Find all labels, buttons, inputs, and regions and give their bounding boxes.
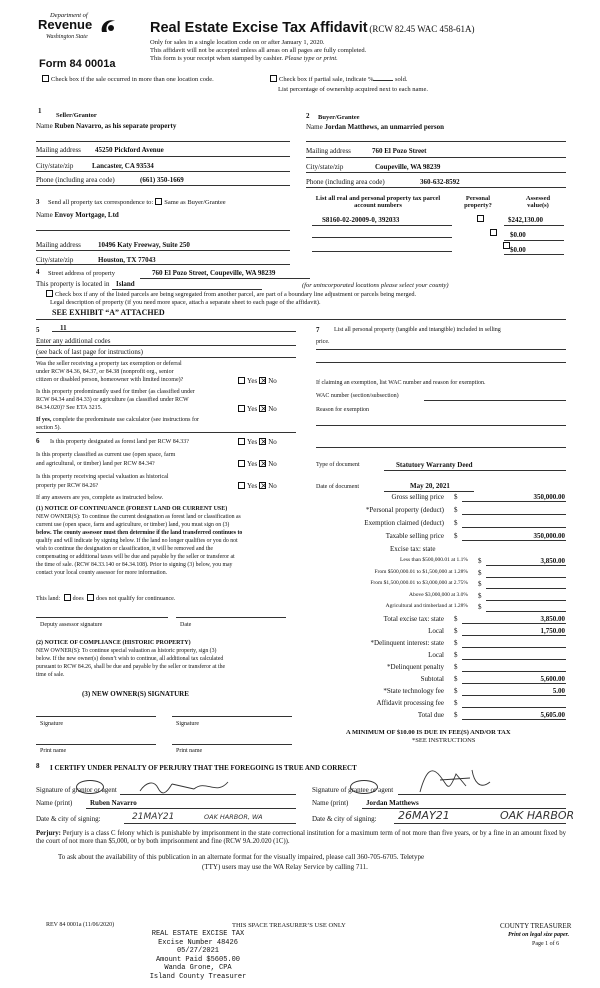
s6-n2-heading: (2) NOTICE OF COMPLIANCE (HISTORIC PROPERTY) (36, 640, 191, 646)
grantee-date[interactable]: 26MAY21 (398, 809, 450, 822)
corr-name-label: Name (36, 211, 53, 219)
seg-check[interactable] (44, 290, 416, 298)
space-note: THIS SPACE TREASURER’S USE ONLY (232, 922, 346, 929)
procfee-cur: $ (454, 699, 458, 707)
corr-city-label: City/state/zip (36, 256, 74, 264)
tier4-cur: $ (478, 592, 482, 600)
s5-q2a: Is this property predominantly used for timber (as classified under (36, 389, 195, 395)
del-state-label: *Delinquent interest: state (370, 639, 444, 647)
dor-logo (38, 12, 120, 54)
buyer-addr-label: Mailing address (306, 147, 351, 155)
s6-q1-no: No (268, 438, 277, 446)
s6-q2-no: No (268, 460, 277, 468)
tier5-cur: $ (478, 603, 482, 611)
s5-q2-yesno[interactable] (236, 405, 277, 413)
minimum-note: A MINIMUM OF $10.00 IS DUE IN FEE(S) AND/OR TAX (346, 729, 511, 736)
s6-n2-line: time of sale. (36, 672, 65, 678)
seller-name (36, 122, 176, 130)
title-ref: (RCW 82.45 WAC 458-61A) (369, 24, 475, 34)
corr-text (48, 198, 226, 206)
grantor-date[interactable]: 21MAY21 (132, 812, 175, 822)
techfee-label: *State technology fee (383, 687, 444, 695)
s6-n2-line: below. If the new owner(s) doesn’t wish to continue, all additional tax calculated (36, 656, 224, 662)
s6-n1-line: wish to continue the designation or classification, it will be removed and the (36, 546, 213, 552)
s5-q2-no: No (268, 405, 277, 413)
s7-num: 7 (316, 326, 320, 334)
personal-checkbox-1[interactable] (477, 215, 484, 222)
local-value[interactable]: 1,750.00 (540, 627, 565, 635)
does-label: does (72, 596, 84, 602)
s5-q2-no-checkbox[interactable] (259, 405, 266, 412)
s7-exempt: If claiming an exemption, list WAC number and reason for exemption. (316, 380, 486, 386)
s6-ifany: If any answers are yes, complete as instructed below. (36, 495, 164, 501)
s6-n1-line: qualify and will indicate by signing below. If the land no longer qualifies or you do not (36, 538, 238, 544)
assessed-value-1[interactable]: $242,130.00 (508, 216, 543, 224)
s5-ifyes3: section 5). (36, 425, 61, 431)
thisland-label: This land: (36, 596, 61, 602)
prop-located: This property is located in (36, 280, 110, 288)
total-state-label: Total excise tax: state (383, 615, 444, 623)
s6-q1-no-checkbox[interactable] (259, 438, 266, 445)
taxable-cur: $ (454, 532, 458, 540)
buyer-city[interactable]: Coupeville, WA 98239 (375, 163, 441, 171)
segregated-label: Check box if any of the listed parcels are being segregated from another parcel, are part of a boundary line adjustment or parcels being merged. (55, 291, 417, 298)
buyer-heading: Buyer/Grantee (318, 114, 360, 121)
alt-format-2: (TTY) users may use the WA Relay Service by calling 711. (202, 863, 368, 871)
tier3-label: From $1,500,000.01 to $3,000,000 at 2.75% (370, 580, 468, 586)
s6-q3-no-checkbox[interactable] (259, 482, 266, 489)
s6-q2-no-checkbox[interactable] (259, 460, 266, 467)
del-local-label: Local (428, 651, 444, 659)
tier1-value[interactable]: 3,850.00 (540, 557, 565, 565)
partial-sale-label: Check box if partial sale, indicate % (279, 76, 374, 83)
buyer-name-value[interactable]: Jordan Matthews, an unmarried person (324, 123, 445, 131)
deputy-sig-label: Deputy assessor signature (40, 622, 103, 628)
tier2-label: From $500,000.01 to $1,500,000 at 1.28% (374, 569, 468, 575)
s6-q2-yesno[interactable] (236, 460, 277, 468)
seller-name-value[interactable]: Ruben Navarro, as his separate property (54, 122, 177, 130)
assessed-value-2[interactable]: $0.00 (510, 231, 526, 239)
grantee-city[interactable]: OAK HARBOR (500, 809, 575, 822)
seller-name-label: Name (36, 122, 53, 130)
new-owner-print2: Print name (176, 748, 203, 754)
s6-q3-yes: Yes (247, 482, 258, 490)
perjury-label: Perjury: (36, 830, 61, 837)
s6-n1-line: NEW OWNER(S): To continue the current designation as forest land or classification as (36, 514, 241, 520)
s6-num: 6 (36, 437, 40, 445)
title-main: Real Estate Excise Tax Affidavit (150, 20, 368, 36)
total-due-value[interactable]: 5,605.00 (540, 711, 565, 719)
doesnot-label: does not qualify for continuance. (96, 596, 176, 602)
corr-city[interactable]: Houston, TX 77043 (98, 256, 156, 264)
grantor-city[interactable]: OAK HARBOR, WA (204, 813, 263, 821)
total-due-cur: $ (454, 711, 458, 719)
techfee-cur: $ (454, 687, 458, 695)
s6-n1-line: below. The county assessor must then determine if the land transferred continues to (36, 530, 243, 536)
s5-ifyes-bold: If yes, (36, 417, 52, 423)
grantor-date-label: Date & city of signing: (36, 815, 101, 823)
taxable-value[interactable]: 350,000.00 (533, 532, 565, 540)
s5-q1-yesno[interactable] (236, 377, 277, 385)
corr-addr[interactable]: 10496 Katy Freeway, Suite 250 (98, 241, 190, 249)
local-cur: $ (454, 627, 458, 635)
subtotal-cur: $ (454, 675, 458, 683)
tier2-cur: $ (478, 569, 482, 577)
del-penalty-cur: $ (454, 663, 458, 671)
seller-city[interactable]: Lancaster, CA 93534 (92, 162, 154, 170)
buyer-name (306, 123, 444, 131)
s5-q1-yes-checkbox[interactable] (238, 377, 245, 384)
partial-sale-checkbox[interactable] (270, 75, 277, 82)
seller-phone[interactable]: (661) 350-1669 (140, 176, 184, 184)
stamp-line: REAL ESTATE EXCISE TAX (151, 930, 245, 938)
treasurer-stamp (118, 930, 278, 981)
s6-q1: Is this property designated as forest land per RCW 84.33? (50, 439, 189, 445)
stamp-line: Excise Number 48426 (158, 938, 238, 947)
legal-desc[interactable]: SEE EXHIBIT “A” ATTACHED (52, 308, 165, 317)
s7-reason: Reason for exemption (316, 407, 369, 413)
s6-q2-yes: Yes (247, 460, 258, 468)
s6-n1-line: compensating or additional taxes will be due and payable by the seller or transferor at (36, 554, 235, 560)
personal-checkbox-3[interactable] (503, 242, 510, 249)
s6-n1-line: contact your local county assessor for more information. (36, 570, 168, 576)
multi-location-checkbox[interactable] (42, 75, 49, 82)
prop-num: 4 (36, 268, 40, 276)
gross-cur: $ (454, 493, 458, 501)
total-state-value[interactable]: 3,850.00 (540, 615, 565, 623)
corr-name-value[interactable]: Envoy Mortgage, Ltd (54, 211, 119, 219)
s6-q3b: property per RCW 84.26? (36, 483, 99, 489)
segregated-checkbox[interactable] (46, 290, 53, 297)
s5-code[interactable]: 11 (60, 324, 67, 332)
taxable-label: Taxable selling price (385, 532, 444, 540)
see-instructions: *SEE INSTRUCTIONS (412, 737, 476, 744)
s6-n3-heading: (3) NEW OWNER(S) SIGNATURE (82, 690, 189, 698)
s6-n2-line: NEW OWNER(S): To continue special valuation as historic property, sign (3) (36, 648, 217, 654)
legal-desc-label: Legal description of property (if you need more space, attach a separate sheet to each page of the affidavit). (50, 299, 321, 306)
s6-q2-yes-checkbox[interactable] (238, 460, 245, 467)
perjury-text (36, 830, 566, 846)
same-as-buyer-label: Same as Buyer/Grantee (164, 199, 226, 206)
tier1-label: Less than $500,000.01 at 1.1% (400, 557, 468, 563)
subtotal-label: Subtotal (420, 675, 444, 683)
multi-location-label: Check box if the sale occurred in more than one location code. (51, 76, 214, 83)
gross-value[interactable]: 350,000.00 (533, 493, 565, 501)
buyer-phone-label: Phone (including area code) (306, 178, 385, 186)
doesnot-checkbox[interactable] (87, 594, 94, 601)
new-owner-print1: Print name (40, 748, 67, 754)
s8-num: 8 (36, 762, 40, 770)
grantee-date-label: Date & city of signing: (312, 815, 377, 823)
local-label: Local (428, 627, 444, 635)
prop-addr[interactable]: 760 El Pozo Street, Coupeville, WA 98239 (152, 269, 276, 277)
logo-revenue: Revenue (38, 17, 93, 32)
del-local-cur: $ (454, 651, 458, 659)
subtitle-2: This affidavit will not be accepted unless all areas on all pages are fully completed. (150, 47, 367, 54)
s6-q1-yes-checkbox[interactable] (238, 438, 245, 445)
s5-q1-yes: Yes (247, 377, 258, 385)
grantor-print-label: Name (print) (36, 799, 73, 807)
subtitle-3 (150, 55, 338, 62)
grantee-sig-label: Signature of grantee or agent (312, 786, 394, 794)
s6-n2-line: pursuant to RCW 84.26, shall be due and payable by the seller or transferor at the (36, 664, 226, 670)
exemption-cur: $ (454, 519, 458, 527)
corr-name (36, 211, 119, 219)
personal-label: *Personal property (deduct) (365, 506, 444, 514)
stamp-line: Wanda Grone, CPA (164, 964, 232, 972)
buyer-city-label: City/state/zip (306, 163, 344, 171)
s8-cert: I CERTIFY UNDER PENALTY OF PERJURY THAT THE FOREGOING IS TRUE AND CORRECT (50, 764, 357, 772)
s6-q3-yesno[interactable] (236, 482, 277, 490)
s7-text2: price. (316, 339, 330, 345)
prop-county[interactable]: Island (116, 280, 135, 288)
total-state-cur: $ (454, 615, 458, 623)
s5-q2-yes: Yes (247, 405, 258, 413)
s5-ifyes (36, 417, 199, 424)
doc-date[interactable]: May 20, 2021 (410, 482, 450, 490)
corr-text-label: Send all property tax correspondence to: (48, 199, 154, 206)
grantee-signature[interactable] (410, 764, 500, 798)
buyer-phone[interactable]: 360-632-8592 (420, 178, 460, 186)
seller-phone-label: Phone (including area code) (36, 176, 115, 184)
s6-q2b: and agricultural, or timber) land per RCW 84.34? (36, 461, 155, 467)
doc-type-label: Type of document (316, 462, 360, 468)
procfee-label: Affidavit processing fee (376, 699, 444, 707)
s6-n1-line: the time of sale. (RCW 84.33.140 or 84.34.108). Prior to signing (3) below, you may (36, 562, 233, 568)
s6-q2a: Is this property classified as current use (open space, farm (36, 452, 176, 458)
tier3-cur: $ (478, 580, 482, 588)
ownership-note: List percentage of ownership acquired next to each name. (278, 86, 428, 93)
grantee-circle (350, 780, 378, 794)
grantor-circle (76, 780, 104, 794)
partial-sold: sold. (395, 76, 408, 83)
rev-number: REV 84 0001a (11/06/2020) (46, 922, 115, 928)
s7-text1: List all personal property (tangible and intangible) included in selling (334, 327, 501, 333)
does-checkbox[interactable] (64, 594, 71, 601)
exemption-label: Exemption claimed (deduct) (364, 519, 444, 527)
s5-q1a: Was the seller receiving a property tax exemption or deferral (36, 361, 182, 367)
form-number: Form 84 0001a (39, 58, 116, 70)
doc-type[interactable]: Statutory Warranty Deed (396, 461, 473, 469)
deputy-date-label: Date (180, 622, 192, 628)
s6-q3-no: No (268, 482, 277, 490)
form-title (150, 20, 475, 37)
logo-dept-line: Department of (50, 12, 88, 19)
parcel-col-header: List all real and personal property tax parcel account numbers (315, 195, 441, 210)
s6-q3-yes-checkbox[interactable] (238, 482, 245, 489)
s5-q1-no: No (268, 377, 277, 385)
grantee-print-label: Name (print) (312, 799, 349, 807)
prop-uninc: (for unincorporated locations please select your county) (302, 282, 449, 289)
s7-wac: WAC number (section/subsection) (316, 393, 399, 399)
subtitle-3a: This form is your receipt when stamped by cashier. (150, 55, 284, 62)
page-number: Page 1 of 6 (532, 941, 560, 947)
personal-col-header: Personal property? (464, 195, 492, 210)
s5-q2b: RCW 84.34 and 84.33) or agriculture (as classified under RCW (36, 397, 189, 403)
corr-addr-label: Mailing address (36, 241, 81, 249)
legal-paper: Print on legal size paper. (508, 932, 570, 938)
assessed-col-header: Assessed value(s) (525, 195, 551, 210)
grantee-print[interactable]: Jordan Matthews (366, 799, 419, 807)
multi-location-check[interactable] (40, 75, 214, 83)
personal-checkbox-2[interactable] (490, 229, 497, 236)
doc-date-label: Date of document (316, 484, 359, 490)
gross-label: Gross selling price (391, 493, 444, 501)
grantor-sig-label: Signature of grantor or agent (36, 786, 117, 794)
buyer-num: 2 (306, 112, 310, 120)
logo-swoosh-icon (98, 16, 118, 36)
partial-sale-check[interactable] (268, 75, 408, 83)
personal-cur: $ (454, 506, 458, 514)
s5-q2c: 84.34.020)? See ETA 3215. (36, 405, 103, 411)
subtotal-value[interactable]: 5,600.00 (540, 675, 565, 683)
grantor-print[interactable]: Ruben Navarro (90, 799, 137, 807)
tier5-label: Agricultural and timberland at 1.28% (385, 603, 468, 609)
same-as-buyer-checkbox[interactable] (155, 198, 162, 205)
stamp-line: Amount Paid $5605.00 (155, 955, 240, 964)
assessed-value-3[interactable]: $0.00 (510, 246, 526, 254)
logo-state: Washington State (46, 34, 88, 40)
total-due-label: Total due (417, 711, 444, 719)
s5-q1b: under RCW 84.36, 84.37, or 84.38 (nonprofit org., senior (36, 369, 174, 375)
prop-addr-label: Street address of property (48, 270, 115, 277)
perjury-body: Perjury is a class C felony which is punishable by imprisonment in the state correctional institution for a maximum term of not more than five years, or by a fine in an amount fixed by the court of not more than $5,000, or by both imprisonment and fine (RCW 9A.20.020 (1C)). (36, 830, 566, 845)
s5-q2-yes-checkbox[interactable] (238, 405, 245, 412)
s5-num: 5 (36, 326, 40, 334)
del-penalty-label: *Delinquent penalty (387, 663, 444, 671)
s5-q1c: citizen or disabled person, homeowner with limited income)? (36, 377, 184, 383)
seller-addr-label: Mailing address (36, 146, 81, 154)
seller-heading: Seller/Grantor (56, 112, 97, 119)
s5-l2: (see back of last page for instructions) (36, 348, 143, 356)
stamp-line: 05/27/2021 (176, 947, 219, 955)
seller-addr[interactable]: 45250 Pickford Avenue (95, 146, 164, 154)
s6-q1-yesno[interactable] (236, 438, 277, 446)
corr-num: 3 (36, 198, 40, 206)
subtitle-3b: Please type or print. (284, 55, 338, 62)
new-owner-sig2: Signature (176, 721, 199, 727)
stamp-line: Island County Treasurer (149, 972, 247, 981)
s6-n1-line: current use (open space, farm and agriculture, or timber) land, you must sign on (3) (36, 522, 230, 528)
alt-format-1: To ask about the availability of this publication in an alternate format for the visually impaired, please call 360-705-6705. Teletype (58, 853, 425, 861)
buyer-name-label: Name (306, 123, 323, 131)
tier1-cur: $ (478, 557, 482, 565)
s5-l1: Enter any additional codes (36, 337, 111, 345)
s6-n1-heading: (1) NOTICE OF CONTINUANCE (FOREST LAND OR CURRENT USE) (36, 506, 228, 512)
s6-q3a: Is this property receiving special valuation as historical (36, 474, 169, 480)
county-treasurer: COUNTY TREASURER (500, 922, 572, 930)
seller-city-label: City/state/zip (36, 162, 74, 170)
s5-q1-no-checkbox[interactable] (259, 377, 266, 384)
parcel-number-1[interactable]: S8160-02-20009-0, 392033 (322, 216, 400, 224)
s6-q1-yes: Yes (247, 438, 258, 446)
new-owner-sig1: Signature (40, 721, 63, 727)
subtitle-1: Only for sales in a single location code on or after January 1, 2020. (150, 39, 325, 46)
del-state-cur: $ (454, 639, 458, 647)
excise-label: Excise tax: state (390, 545, 436, 553)
thisland-row (36, 594, 175, 603)
seller-num: 1 (38, 107, 42, 115)
buyer-addr[interactable]: 760 El Pozo Street (372, 147, 427, 155)
tier4-label: Above $3,000,000 at 3.0% (409, 592, 468, 598)
techfee-value[interactable]: 5.00 (552, 687, 565, 695)
s5-ifyes-text: complete the predominate use calculator (see instructions for (51, 417, 199, 423)
